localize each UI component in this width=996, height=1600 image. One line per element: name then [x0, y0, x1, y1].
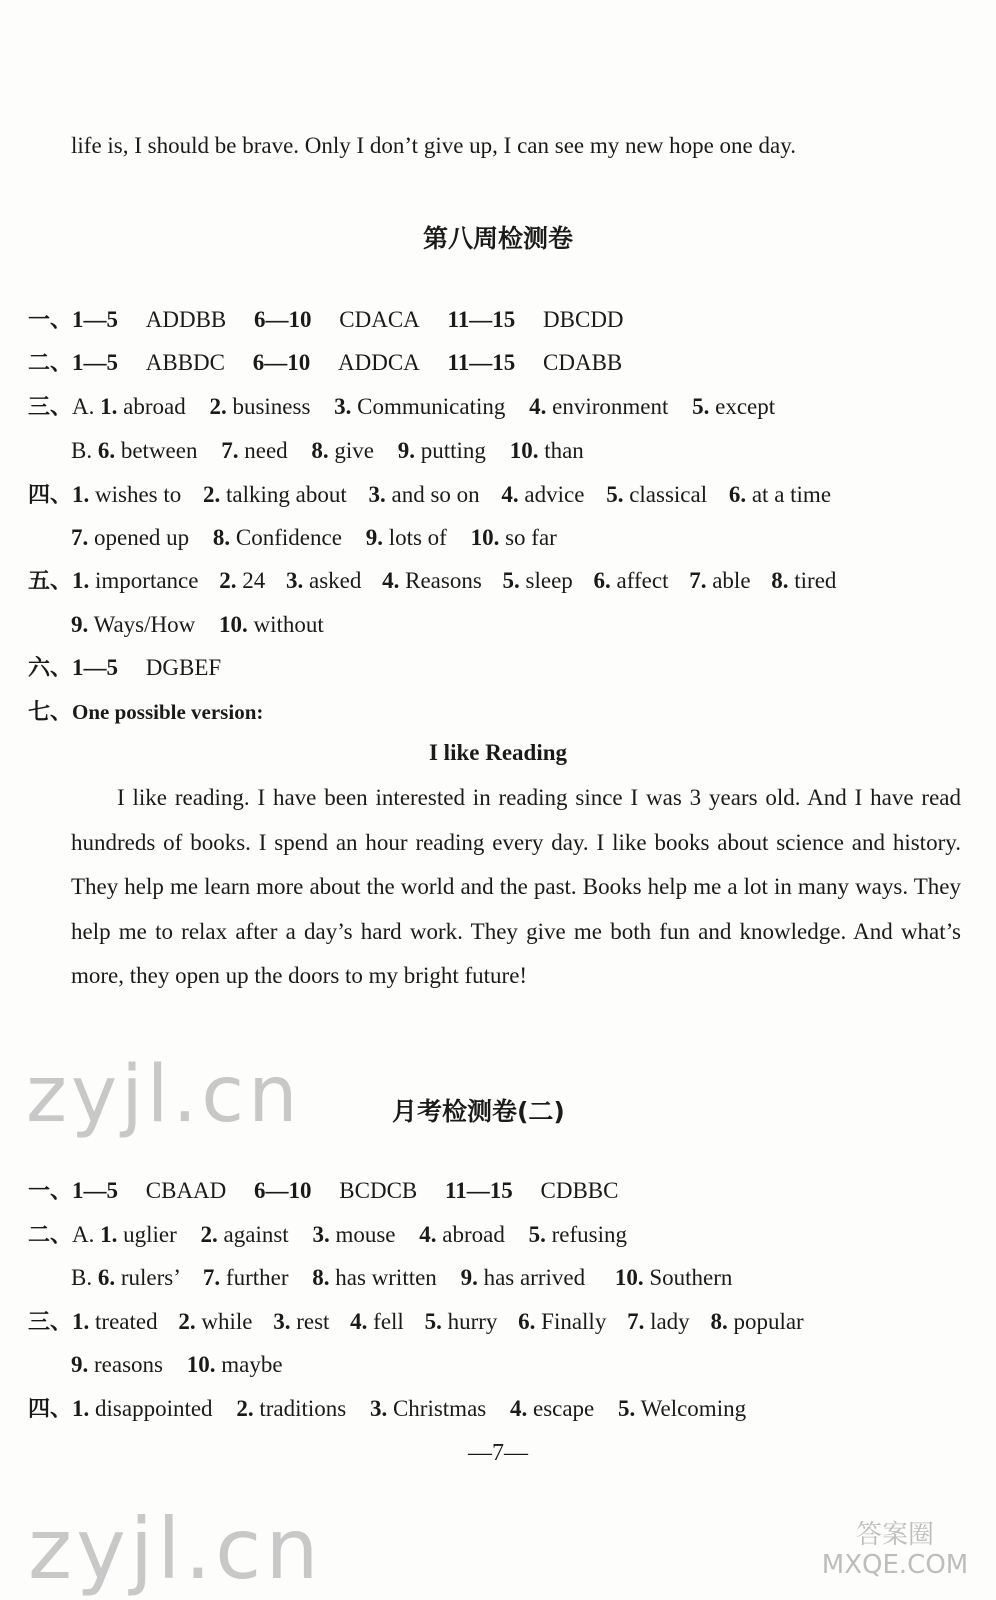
item-number: 6. [593, 568, 611, 593]
answer-word: and so on [391, 482, 480, 507]
answer-word: importance [95, 568, 199, 593]
answer-word: able [712, 568, 751, 593]
essay-body: I like reading. I have been interested in reading since I was 3 years old. And I have read hundreds of books. I spend an hour reading every day. I like books about science and history. They help me learn more about the world and the past. Books help me a lot in many ways. They help me to relax after a day’s hard work. They give me both fun and knowledge. And what’s more, they open up the doors to my bright future! [71, 785, 961, 988]
watermark-logo-bottom: zyjl.cn [28, 1500, 323, 1598]
answer-word: Welcoming [640, 1396, 747, 1421]
w8-part4-row2 [71, 523, 557, 553]
item-number: 6. [97, 1265, 116, 1290]
item-number: 7. [202, 1265, 221, 1290]
w8-part5-label: 五、 [28, 569, 73, 594]
range-label: 11—15 [447, 350, 516, 375]
answer-word: abroad [123, 394, 186, 419]
section-title-week8: 第八周检测卷 [422, 224, 573, 253]
item-number: 5. [424, 1309, 442, 1334]
answer-word: rest [296, 1309, 330, 1334]
item-number: 10. [186, 1352, 216, 1377]
w8-part5-row1 [28, 566, 836, 597]
answer-word: refusing [551, 1222, 627, 1247]
answer-word: between [120, 438, 198, 463]
w8-part7-label: 七、 [28, 700, 73, 725]
answer-word: except [715, 394, 776, 419]
range-label: 6—10 [254, 307, 312, 332]
item-number: 7. [627, 1309, 645, 1334]
item-number: 2. [203, 482, 221, 507]
subpart-label: A. [72, 1222, 95, 1247]
answer-word: against [223, 1222, 289, 1247]
subpart-label: B. [71, 438, 93, 463]
answer-word: Finally [541, 1309, 607, 1334]
w8-part5-row2 [71, 610, 324, 640]
item-number: 8. [311, 438, 329, 463]
section-title-monthly2: 月考检测卷(二) [392, 1097, 565, 1126]
answer-word: environment [552, 394, 669, 419]
item-number: 7. [689, 568, 707, 593]
answer-word: escape [532, 1396, 595, 1421]
item-number: 2. [236, 1396, 254, 1421]
answer-word: affect [616, 568, 669, 593]
w8-part2-label: 二、 [28, 351, 73, 376]
item-number: 5. [528, 1222, 546, 1247]
answer-word: maybe [221, 1352, 283, 1377]
answer-word: Christmas [392, 1396, 487, 1421]
item-number: 3. [285, 568, 304, 593]
m2-part1-label: 一、 [28, 1179, 73, 1204]
answer-word: treated [95, 1309, 158, 1334]
answer-word: hurry [447, 1309, 498, 1334]
w8-part3-row1 [28, 392, 775, 423]
answer-word: lots of [388, 525, 447, 550]
item-number: 4. [501, 482, 519, 507]
item-number: 9. [460, 1265, 478, 1290]
answer-word: fell [373, 1309, 404, 1334]
item-number: 6. [518, 1309, 536, 1334]
m2-part3-row1 [28, 1307, 804, 1338]
answer-group: DBCDD [543, 307, 624, 332]
answer-word: than [544, 438, 584, 463]
item-number: 8. [212, 525, 231, 550]
range-label: 1—5 [72, 350, 119, 375]
m2-part4-label: 四、 [28, 1397, 73, 1422]
answer-word: Ways/How [93, 612, 196, 637]
answer-group: ABBDC [145, 350, 226, 375]
answer-word: classical [629, 482, 708, 507]
range-label: 1—5 [72, 307, 119, 332]
range-label: 6—10 [252, 350, 311, 375]
answer-word: disappointed [95, 1396, 213, 1421]
answer-word: need [244, 438, 288, 463]
answer-word: business [232, 394, 311, 419]
item-number: 6. [728, 482, 747, 507]
answer-word: without [253, 612, 324, 637]
answer-group: CBAAD [145, 1178, 227, 1203]
item-number: 9. [365, 525, 383, 550]
answer-group: CDABB [543, 350, 623, 375]
item-number: 2. [209, 394, 227, 419]
answer-word: has written [335, 1265, 437, 1290]
w8-part1-row [28, 305, 624, 336]
w8-part2-row [28, 348, 622, 379]
answer-word: uglier [123, 1222, 177, 1247]
item-number: 2. [219, 568, 237, 593]
w8-part6-row [28, 653, 221, 684]
answer-word: so far [505, 525, 557, 550]
m2-part3-label: 三、 [28, 1310, 73, 1335]
answer-word: Confidence [235, 525, 342, 550]
answer-word: has arrived [483, 1265, 586, 1290]
answer-word: talking about [226, 482, 347, 507]
answer-word: abroad [442, 1222, 505, 1247]
m2-part3-row2 [71, 1350, 283, 1380]
answer-group: ADDBB [145, 307, 227, 332]
answer-word: wishes to [95, 482, 182, 507]
m2-part2-label: 二、 [28, 1223, 73, 1248]
watermark-logo: zyjl.cn [26, 1050, 302, 1140]
item-number: 1. [72, 482, 90, 507]
item-number: 2. [200, 1222, 218, 1247]
item-number: 1. [72, 1309, 90, 1334]
answer-word: reasons [94, 1352, 163, 1377]
range-label: 1—5 [72, 655, 119, 680]
answer-word: tired [794, 568, 837, 593]
answer-word: traditions [259, 1396, 347, 1421]
w8-part1-label: 一、 [28, 308, 73, 333]
answer-word: rulers’ [120, 1265, 180, 1290]
item-number: 9. [71, 612, 89, 637]
m2-part1-row [28, 1176, 618, 1207]
item-number: 3. [273, 1309, 291, 1334]
answer-group: CDBBC [540, 1178, 619, 1203]
range-label: 1—5 [72, 1178, 119, 1203]
answer-word: opened up [94, 525, 190, 550]
w8-part3-label: 三、 [28, 395, 73, 420]
item-number: 3. [312, 1222, 330, 1247]
item-number: 8. [771, 568, 789, 593]
range-label: 11—15 [445, 1178, 513, 1203]
item-number: 5. [502, 568, 520, 593]
item-number: 4. [529, 394, 547, 419]
item-number: 10. [470, 525, 500, 550]
answer-word: popular [733, 1309, 804, 1334]
item-number: 5. [606, 482, 624, 507]
item-number: 1. [72, 568, 90, 593]
item-number: 1. [100, 394, 118, 419]
item-number: 10. [509, 438, 539, 463]
subpart-label: A. [72, 394, 95, 419]
item-number: 5. [692, 394, 710, 419]
item-number: 4. [419, 1222, 437, 1247]
answer-word: sleep [525, 568, 573, 593]
w8-part4-row1 [28, 480, 831, 511]
answer-word: at a time [751, 482, 832, 507]
item-number: 10. [614, 1265, 644, 1290]
answer-word: Communicating [357, 394, 506, 419]
range-label: 6—10 [254, 1178, 312, 1203]
answer-group: CDACA [339, 307, 420, 332]
answer-word: while [201, 1309, 253, 1334]
answer-word: give [334, 438, 375, 463]
item-number: 4. [382, 568, 400, 593]
essay-title: I like Reading [428, 740, 568, 765]
item-number: 7. [71, 525, 89, 550]
answer-group: BCDCB [339, 1178, 418, 1203]
answer-group: DGBEF [145, 655, 222, 680]
answer-group: ADDCA [338, 350, 420, 375]
item-number: 3. [369, 1396, 388, 1421]
w8-part7-row [28, 697, 263, 728]
w8-part4-label: 四、 [28, 483, 73, 508]
item-number: 3. [334, 394, 352, 419]
corner-stamp-logo: 答案圈 MXQE.COM [821, 1520, 969, 1580]
item-number: 4. [350, 1309, 368, 1334]
m2-part2-row2 [71, 1263, 732, 1293]
answer-word: Reasons [405, 568, 482, 593]
answer-word: 24 [242, 568, 266, 593]
item-number: 6. [97, 438, 116, 463]
w8-part6-label: 六、 [28, 656, 73, 681]
answer-word: asked [308, 568, 362, 593]
range-label: 11—15 [447, 307, 516, 332]
m2-part4-row1 [28, 1394, 746, 1425]
item-number: 9. [71, 1352, 89, 1377]
subpart-label: B. [71, 1265, 93, 1290]
answer-word: advice [524, 482, 585, 507]
item-number: 7. [221, 438, 239, 463]
item-number: 10. [218, 612, 248, 637]
answer-word: mouse [335, 1222, 396, 1247]
answer-word: Southern [649, 1265, 733, 1290]
item-number: 8. [312, 1265, 330, 1290]
item-number: 2. [178, 1309, 196, 1334]
item-number: 3. [368, 482, 386, 507]
version-label: One possible version: [72, 700, 264, 724]
m2-part2-row1 [28, 1220, 627, 1251]
w8-part3-row2 [71, 436, 584, 466]
continued-text-line: life is, I should be brave. Only I don’t give up, I can see my new hope one day. [71, 133, 796, 158]
item-number: 1. [100, 1222, 118, 1247]
page-number: —7— [468, 1440, 528, 1466]
answer-word: further [225, 1265, 289, 1290]
answer-word: lady [650, 1309, 690, 1334]
item-number: 4. [509, 1396, 528, 1421]
item-number: 8. [710, 1309, 728, 1334]
item-number: 5. [618, 1396, 636, 1421]
item-number: 9. [397, 438, 416, 463]
answer-word: putting [420, 438, 486, 463]
item-number: 1. [72, 1396, 90, 1421]
